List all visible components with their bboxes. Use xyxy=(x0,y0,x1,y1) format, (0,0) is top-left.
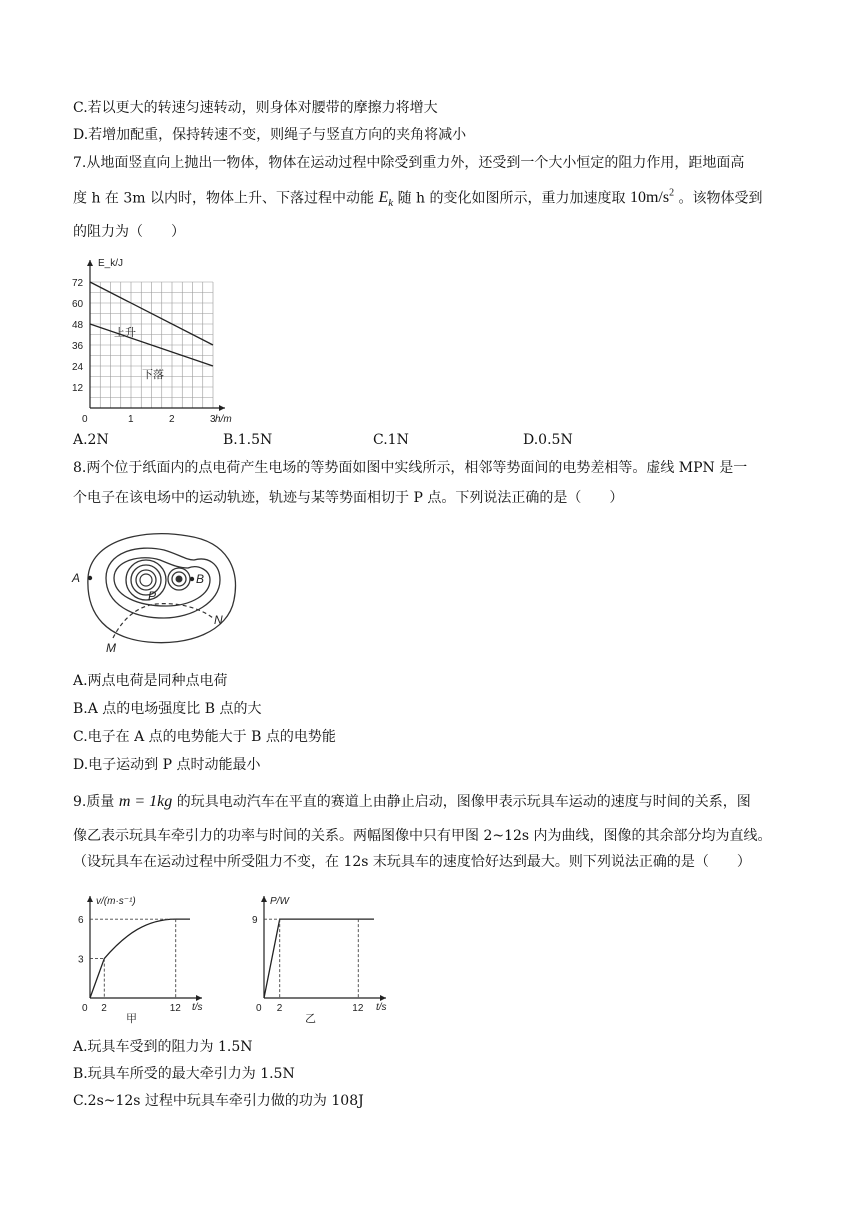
q7-option-b: B.1.5N xyxy=(223,432,273,448)
x-tick-label: 0 xyxy=(256,1003,262,1014)
x-axis-arrow xyxy=(196,995,202,1001)
x-axis-arrow xyxy=(219,405,225,411)
x-axis-label: t/s xyxy=(192,1002,203,1013)
q9-mass: m = 1kg xyxy=(118,793,173,810)
q7-stem-text-b: 随 h 的变化如图所示，重力加速度取 xyxy=(397,190,626,207)
power-line xyxy=(264,919,374,998)
q9-stem-text-a: 9.质量 xyxy=(73,794,119,810)
electron-trajectory xyxy=(113,604,213,638)
y-tick-label: 72 xyxy=(72,278,84,289)
q7-ek-symbol: $E_k$ xyxy=(378,189,394,210)
x-axis-label: h/m xyxy=(215,414,232,425)
q7-stem-text-a: 度 h 在 3m 以内时，物体上升、下落过程中动能 xyxy=(73,190,374,207)
x-tick-label: 2 xyxy=(101,1003,107,1014)
q8-equipotential-diagram xyxy=(68,520,248,660)
point-p-label: P xyxy=(148,589,157,603)
velocity-curve xyxy=(90,919,190,998)
chart-caption: 甲 xyxy=(126,1013,137,1025)
x-tick-label: 2 xyxy=(276,1003,283,1014)
q9-stem-line1 xyxy=(73,792,751,812)
chart-caption: 乙 xyxy=(305,1013,316,1025)
q6-option-d: D.若增加配重，保持转速不变，则绳子与竖直方向的夹角将减小 xyxy=(73,127,467,143)
q7-option-c: C.1N xyxy=(373,432,409,448)
left-charge-ring-1 xyxy=(126,560,166,600)
q9-stem-line2: 像乙表示玩具车牵引力的功率与时间的关系。两幅图像中只有甲图 2~12s 内为曲线，图像的其余部分均为直线。 xyxy=(73,828,772,844)
x-tick-label: 0 xyxy=(82,1003,88,1014)
y-tick-label: 24 xyxy=(72,362,84,373)
y-tick-label: 48 xyxy=(72,320,84,331)
point-a-dot xyxy=(88,576,92,580)
q7-stem-text-c: 。该物体受到 xyxy=(678,190,763,207)
left-charge-ring-4 xyxy=(140,574,152,586)
y-axis-label: P/W xyxy=(270,896,289,907)
point-b-label: B xyxy=(196,572,205,586)
x-tick-label: 2 xyxy=(169,414,175,425)
y-tick-label: 9 xyxy=(252,915,258,927)
q9-option-b: B.玩具车所受的最大牵引力为 1.5N xyxy=(73,1066,295,1082)
y-tick-label: 60 xyxy=(72,299,84,310)
q7-option-a: A.2N xyxy=(73,432,109,448)
left-charge-ring-3 xyxy=(136,570,156,590)
q7-stem-line2 xyxy=(73,184,763,214)
y-tick-label: 3 xyxy=(78,954,84,966)
q6-option-c: C.若以更大的转速匀速转动，则身体对腰带的摩擦力将增大 xyxy=(73,100,438,116)
point-m-label: M xyxy=(106,641,116,655)
point-n-label: N xyxy=(214,613,223,627)
q8-option-b: B.A 点的电场强度比 B 点的大 xyxy=(73,701,262,717)
y-tick-label: 6 xyxy=(78,915,84,927)
y-axis-arrow xyxy=(87,260,93,266)
right-charge-ring-3 xyxy=(176,576,183,583)
y-tick-label: 36 xyxy=(72,341,84,352)
q9-stem-line3: （设玩具车在运动过程中所受阻力不变，在 12s 末玩具车的速度恰好达到最大。则下列说法正确的是（ ） xyxy=(73,854,751,870)
q9-option-a: A.玩具车受到的阻力为 1.5N xyxy=(73,1039,253,1055)
y-axis-arrow xyxy=(261,896,267,902)
y-axis-arrow xyxy=(87,896,93,902)
q9-option-c: C.2s~12s 过程中玩具车牵引力做的功为 108J xyxy=(73,1093,364,1109)
q9-stem-text-b: 的玩具电动汽车在平直的赛道上由静止启动，图像甲表示玩具车运动的速度与时间的关系，图 xyxy=(176,794,751,810)
x-axis-arrow xyxy=(380,995,386,1001)
x-tick-label: 1 xyxy=(128,414,134,425)
series-label-2: 下落 xyxy=(142,369,164,381)
q8-stem-line2: 个电子在该电场中的运动轨迹，轨迹与某等势面相切于 P 点。下列说法正确的是（ ） xyxy=(73,490,624,506)
q7-gravity: $10m/s^2$ xyxy=(629,188,675,207)
x-tick-label: 0 xyxy=(82,414,88,425)
x-tick-label: 3 xyxy=(210,414,216,425)
q8-option-d: D.电子运动到 P 点时动能最小 xyxy=(73,757,261,773)
q7-stem-line3: 的阻力为（ ） xyxy=(73,224,185,240)
series-label-1: 上升 xyxy=(114,327,136,339)
q9-power-chart xyxy=(246,888,396,1024)
q8-stem-line1: 8.两个位于纸面内的点电荷产生电场的等势面如图中实线所示，相邻等势面间的电势差相等。虚线 MPN 是一 xyxy=(73,460,748,476)
q7-option-d: D.0.5N xyxy=(523,432,573,448)
point-b-dot xyxy=(190,577,194,581)
y-axis-label: v/(m·s⁻¹) xyxy=(96,896,136,907)
point-a-label: A xyxy=(72,571,81,585)
q9-velocity-chart xyxy=(72,888,212,1024)
x-tick-label: 12 xyxy=(352,1003,364,1014)
y-axis-label: E_k/J xyxy=(98,258,124,269)
q8-option-c: C.电子在 A 点的电势能大于 B 点的电势能 xyxy=(73,729,336,745)
x-axis-label: t/s xyxy=(376,1002,387,1013)
q7-stem-line1: 7.从地面竖直向上抛出一物体，物体在运动过程中除受到重力外，还受到一个大小恒定的阻力作用，距地面高 xyxy=(73,155,745,171)
y-tick-label: 12 xyxy=(72,383,84,394)
x-tick-label: 12 xyxy=(169,1003,181,1014)
q7-ek-chart xyxy=(68,250,232,426)
q8-option-a: A.两点电荷是同种点电荷 xyxy=(73,673,228,689)
